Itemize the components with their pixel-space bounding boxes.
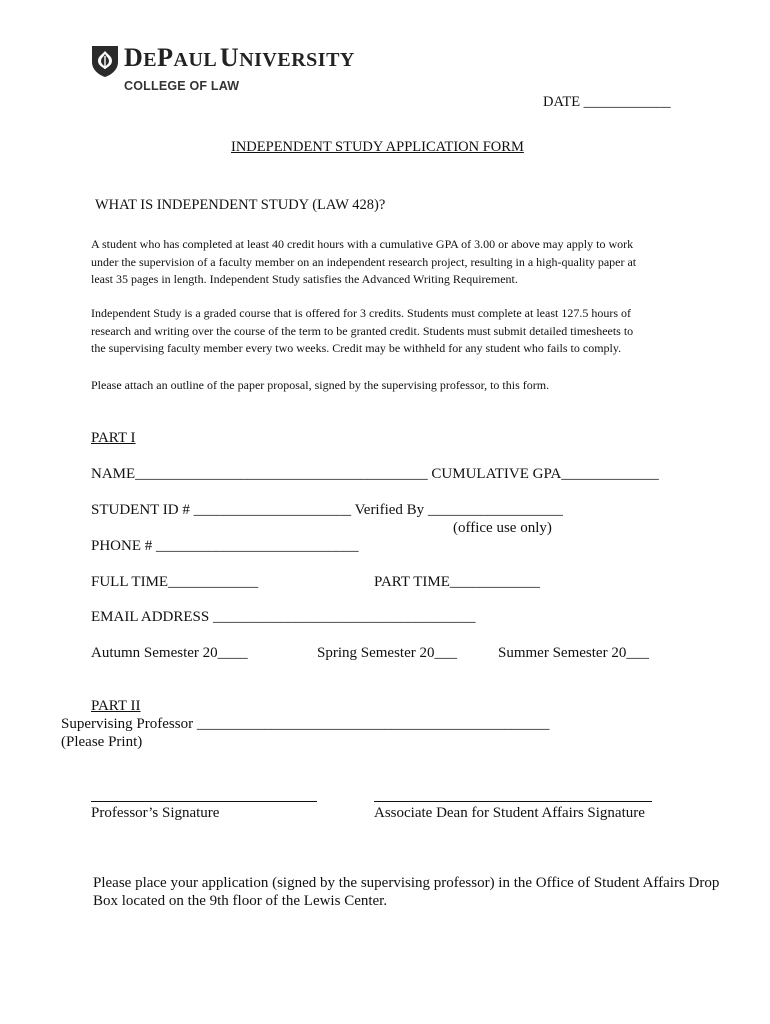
- depaul-crest-icon: [90, 44, 120, 78]
- college-name: COLLEGE OF LAW: [124, 79, 240, 93]
- professor-signature-label: Professor’s Signature: [91, 805, 220, 821]
- footer-instruction-line1: Please place your application (signed by the supervising professor) in the Office of Student Affairs Drop: [93, 875, 720, 891]
- part1-heading: PART I: [91, 430, 136, 446]
- phone-field[interactable]: PHONE # ___________________________: [91, 538, 359, 554]
- paragraph-attach-outline: Please attach an outline of the paper proposal, signed by the supervising professor, to this form.: [91, 378, 550, 392]
- name-gpa-fields[interactable]: NAME_______________________________________ CUMULATIVE GPA_____________: [91, 466, 659, 482]
- part2-heading: PART II: [91, 698, 141, 714]
- dean-signature-label: Associate Dean for Student Affairs Signature: [374, 805, 645, 821]
- full-time-field[interactable]: FULL TIME____________: [91, 574, 259, 590]
- summer-semester-field[interactable]: Summer Semester 20___: [498, 645, 649, 661]
- office-use-note: (office use only): [453, 520, 552, 536]
- paragraph-requirements: Independent Study is a graded course that is offered for 3 credits. Students must complete at least 127.5 hours of research and writing over the course of the term to be granted credit. Students must submit detailed timesheets to the supervising faculty member every two weeks. Credit may be withheld for any student who fails to comply.: [91, 306, 634, 355]
- spring-semester-field[interactable]: Spring Semester 20___: [317, 645, 457, 661]
- footer-instruction-line2: Box located on the 9th floor of the Lewis Center.: [93, 893, 388, 909]
- paragraph-eligibility: A student who has completed at least 40 credit hours with a cumulative GPA of 3.00 or above may apply to work under the supervision of a faculty member on an independent research project, resulting in a high-quality paper at least 35 pages in length. Independent Study satisfies the Advanced Writing Requirement.: [91, 237, 637, 286]
- date-field[interactable]: DATE ____________: [543, 94, 671, 110]
- professor-signature-line[interactable]: [91, 801, 317, 802]
- section-heading: WHAT IS INDEPENDENT STUDY (LAW 428)?: [95, 197, 386, 213]
- university-name: DEPAUL UNIVERSITY: [124, 43, 355, 72]
- autumn-semester-field[interactable]: Autumn Semester 20____: [91, 645, 248, 661]
- dean-signature-line[interactable]: [374, 801, 652, 802]
- student-id-field[interactable]: STUDENT ID # _____________________ Verified By __________________: [91, 502, 563, 518]
- part-time-field[interactable]: PART TIME____________: [374, 574, 540, 590]
- supervising-professor-field[interactable]: Supervising Professor _______________________________________________: [61, 716, 550, 732]
- form-title: INDEPENDENT STUDY APPLICATION FORM: [231, 139, 524, 155]
- please-print-note: (Please Print): [61, 734, 143, 750]
- email-field[interactable]: EMAIL ADDRESS ___________________________________: [91, 609, 476, 625]
